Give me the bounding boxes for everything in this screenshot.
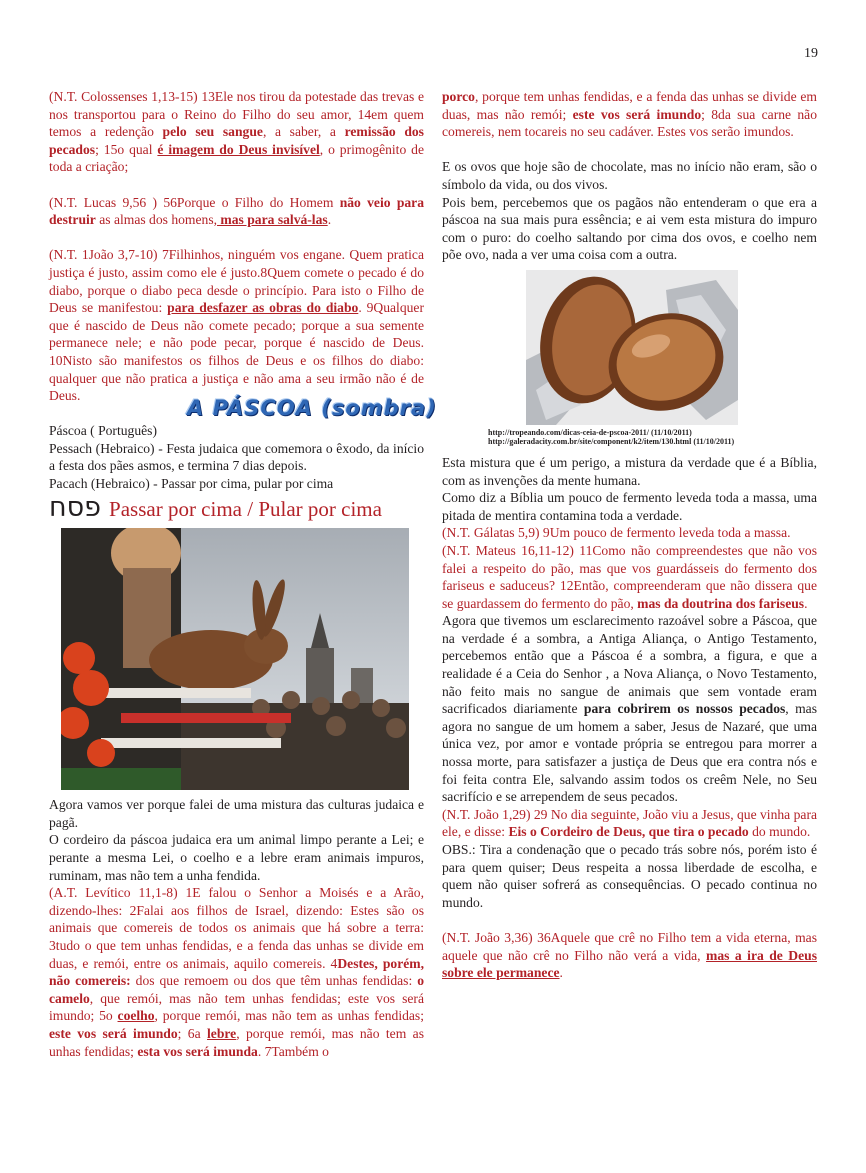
hebrew-caption: Passar por cima / Pular por cima bbox=[109, 496, 382, 521]
levitico-paragraph: (A.T. Levítico 11,1-8) 1E falou o Senhor a Moisés e a Arão, dizendo-lhes: 2Falai aos filhos de Israel, dizendo: Estes são os animais que comereis de todos os animais que há sobre a terra: 3tudo o que tem unhas fendidas, e a fenda das unhas se divide em duas, e remói, entre os animais, aquilo comereis. 4Destes, porém, não comereis: dos que remoem ou dos que têm unhas fendidas: o camelo, que remói, mas não tem unhas fendidas; este vos será imundo; 5o coelho, porque remói, mas não tem as unhas fendidas; este vos será imundo; 6a lebre, porque remói, mas não tem as unhas fendidas; esta vos será imunda. 7Também o bbox=[49, 885, 424, 1059]
joao-paragraph: (N.T. 1João 3,7-10) 7Filhinhos, ninguém vos engane. Quem pratica justiça é justo, assim como ele é justo.8Quem comete o pecado é do diabo, porque o diabo peca desde o princípio. Para isto o Filho de Deus se manifestou: para desfazer as obras do diabo. 9Qualquer que é nascido de Deus não comete pecado; porque a sua semente permanece nele; e não pode pecar, porque é nascido de Deus. 10Nisto são manifestos os filhos de Deus e os filhos do diabo: qualquer que não pratica a justiça e não ama a seu irmão não é de Deus. bbox=[49, 247, 424, 404]
right-column bbox=[442, 88, 817, 982]
pagaos-text: Pois bem, percebemos que os pagãos não entenderam o que era a páscoa na sua mais pura essência; e ai vem esta mistura do impuro com o puro: do coelho saltando por cima dos ovos, e coelho nem põe ovo, nada a ver uma coisa com a outra. bbox=[442, 194, 817, 263]
cordeiro-text: O cordeiro da páscoa judaica era um animal limpo perante a Lei; e perante a mesma Lei, o coelho e a lebre eram animais impuros, ruminam, mas não tem a unha fendida. bbox=[49, 832, 424, 883]
mateus-paragraph: (N.T. Mateus 16,11-12) 11Como não compreendestes que não vos falei a respeito do pão, mas que vos guardásseis do fermento dos fariseus e saduceus? 12Então, compreenderam que não dissera que se guardassem do fermento do pão, mas da doutrina dos fariseus. bbox=[442, 542, 817, 611]
hebrew-caption-row bbox=[49, 491, 424, 523]
joao-1-29-paragraph: (N.T. João 1,29) 29 No dia seguinte, João viu a Jesus, que vinha para ele, e disse: Eis o Cordeiro de Deus, que tira o pecado do mundo. bbox=[442, 806, 818, 840]
left-column bbox=[49, 88, 437, 1060]
pacach-text: Pacach (Hebraico) - Passar por cima, pular por cima bbox=[49, 476, 334, 492]
rabbit-jumping-photo bbox=[61, 528, 409, 790]
ovos-text: E os ovos que hoje são de chocolate, mas no início não eram, são o símbolo da vida, ou dos vivos. bbox=[442, 159, 817, 192]
levitico-continued: porco, porque tem unhas fendidas, e a fenda das unhas se divide em duas, mas não remói; este vos será imundo; 8da sua carne não comereis, nem tocareis no seu cadáver. Estes vos serão imundos. bbox=[442, 89, 818, 140]
lucas-paragraph: (N.T. Lucas 9,56 ) 56Porque o Filho do Homem não veio para destruir as almas dos homens, mas para salvá-las. bbox=[49, 194, 425, 228]
page-number: 19 bbox=[804, 46, 818, 61]
galatas-paragraph: (N.T. Gálatas 5,9) 9Um pouco de fermento leveda toda a massa. bbox=[442, 525, 791, 541]
source-link-1: http://tropeando.com/dicas-ceia-de-pscoa-2011/ (11/10/2011) bbox=[488, 427, 692, 437]
obs-paragraph: OBS.: Tira a condenação que o pecado trás sobre nós, porém isto é para quem quiser; Deus respeita a nossa liberdade de escolha, e quem não quiser sofrerá as consequências. O pecado continua no mundo. bbox=[442, 842, 817, 910]
chocolate-egg-photo bbox=[526, 270, 738, 425]
hebrew-word: פסח bbox=[49, 491, 102, 523]
fermento-text: Como diz a Bíblia um pouco de fermento leveda toda a massa, uma pitada de mentira contamina toda a verdade. bbox=[442, 490, 817, 523]
agora-paragraph: Agora que tivemos um esclarecimento razoável sobre a Páscoa, que na verdade é a sombra, a Antiga Aliança, o Antigo Testamento, percebemos então que a Páscoa é a sombra, a figura, e que a realidade é a Ceia do Senhor , a Nova Aliança, o Novo Testamento, não feito mais no sangue de animais que sem vontade eram sacrificados diariamente para cobrirem os nossos pecados, mas agora no sangue de um homem a saber, Jesus de Nazaré, que uma única vez, por amor e vontade própria se entregou para morrer a nossa morte, para satisfazer a justiça de Deus que era contra nós e foi feita contra Ele, salvando assim todos os creêm Nele, no Seu sacrifício e se arrependem de seus pecados. bbox=[442, 613, 817, 805]
source-link-2: http://galeradacity.com.br/site/component/k2/item/130.html (11/10/2011) bbox=[488, 436, 735, 446]
pessach-text: Pessach (Hebraico) - Festa judaica que comemora o êxodo, da início a festa dos pães asmos, e termina 7 dias depois. bbox=[49, 440, 424, 474]
colossenses-paragraph: (N.T. Colossenses 1,13-15) 13Ele nos tirou da potestade das trevas e nos transportou para o Reino do Filho do seu amor, 14em quem temos a redenção pelo seu sangue, a saber, a remissão dos pecados; 15o qual é imagem do Deus invisível, o primogênito de toda a criação; bbox=[49, 89, 424, 175]
pascoa-title: A PÁSCOA (sombra) bbox=[187, 396, 437, 421]
image-sources bbox=[488, 428, 817, 446]
mistura-text: Agora vamos ver porque falei de uma mistura das culturas judaica e pagã. bbox=[49, 797, 424, 830]
pascoa-portugues: Páscoa ( Português) bbox=[49, 423, 157, 439]
joao-3-36-paragraph: (N.T. João 3,36) 36Aquele que crê no Filho tem a vida eterna, mas aquele que não crê no Filho não verá a vida, mas a ira de Deus sobre ele permanece. bbox=[442, 929, 817, 981]
perigo-text: Esta mistura que é um perigo, a mistura da verdade que é a Bíblia, com as invenções da mente humana. bbox=[442, 454, 817, 488]
